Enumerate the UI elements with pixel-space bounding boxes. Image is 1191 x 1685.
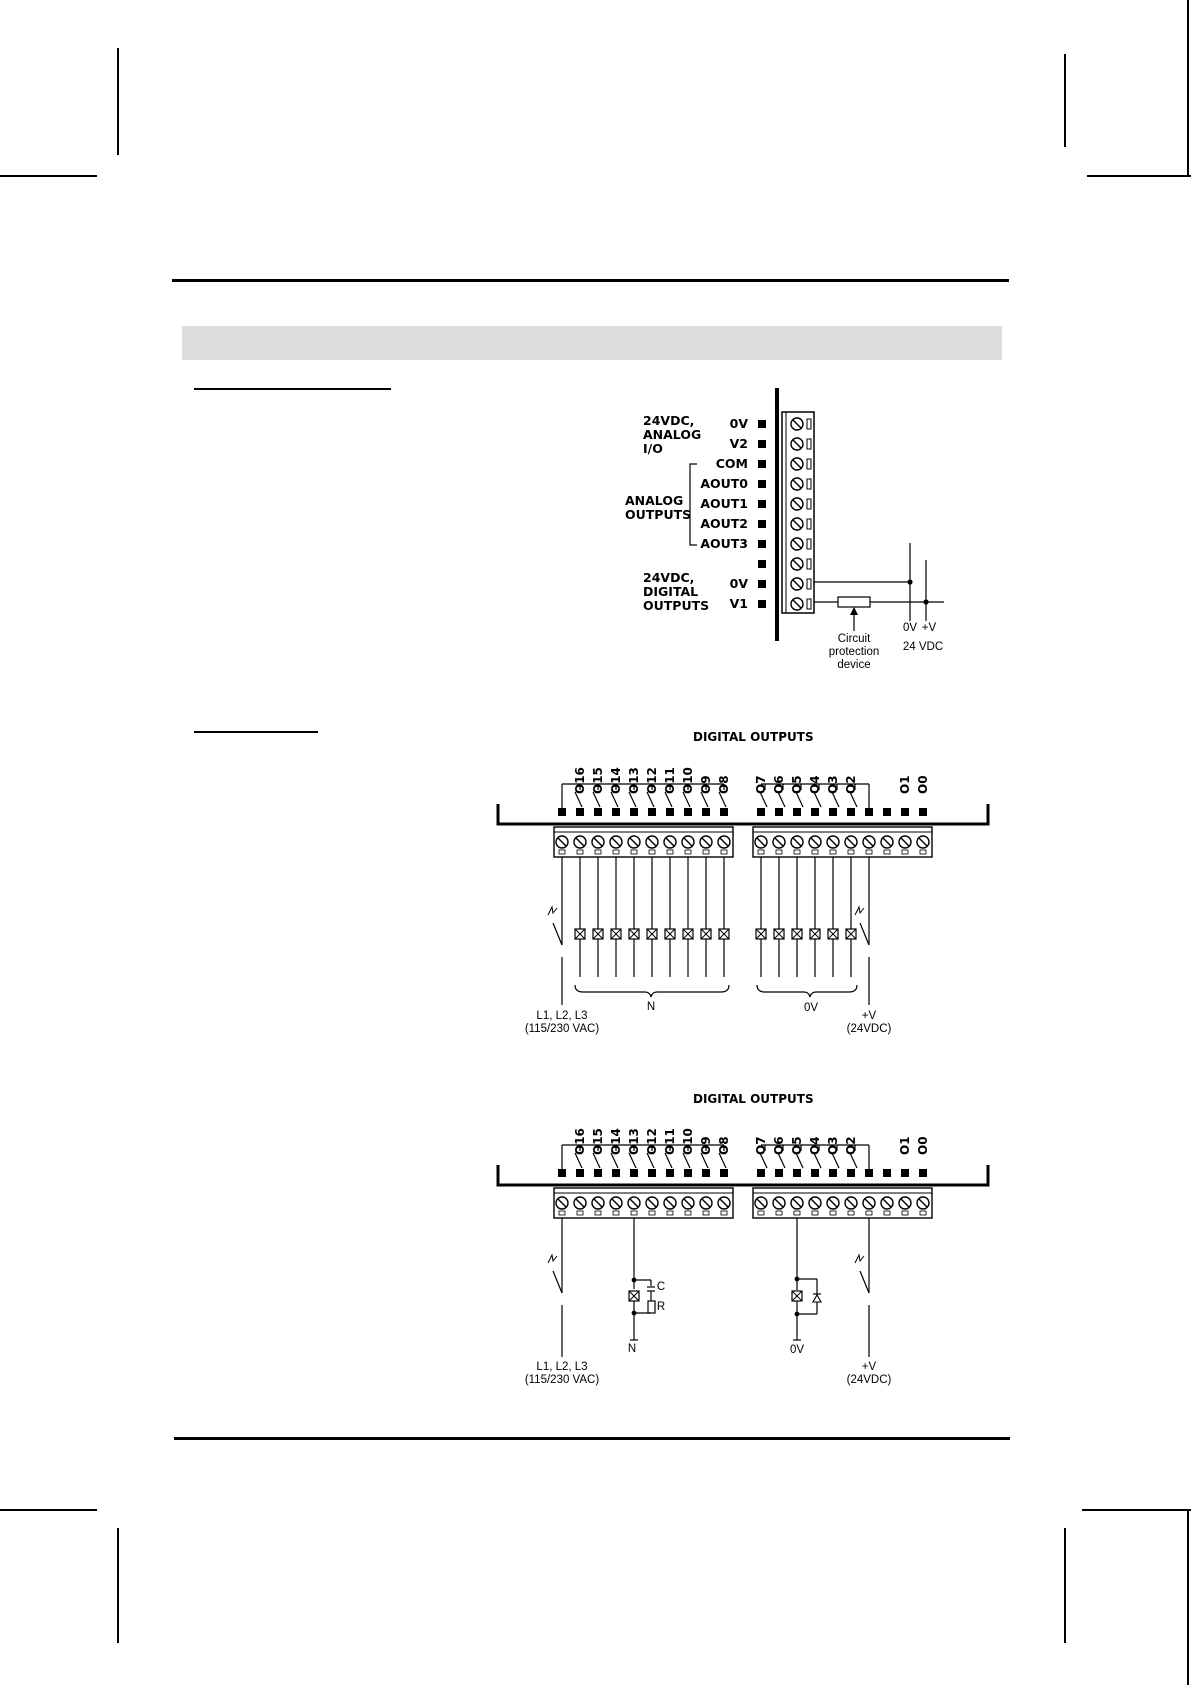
ac-supply-label: L1, L2, L3 (115/230 VAC)	[524, 1010, 600, 1035]
pin-marker	[558, 1169, 566, 1177]
supply-plus-v-label: +V	[921, 622, 937, 634]
pin-marker	[811, 1169, 819, 1177]
output-label: O0	[916, 775, 930, 794]
output-label: O11	[663, 1128, 677, 1155]
neutral-label: N	[646, 1001, 656, 1013]
circuit-protection-note: Circuit protection device	[828, 633, 880, 671]
pin-marker	[757, 1169, 765, 1177]
output-label: O13	[627, 1128, 641, 1155]
output-label: O11	[663, 767, 677, 794]
output-label: O14	[609, 767, 623, 794]
output-label: O12	[645, 767, 659, 794]
pin-marker	[829, 1169, 837, 1177]
dc-supply-label: +V (24VDC)	[846, 1361, 892, 1386]
pin-label: 0V	[729, 576, 748, 591]
pin-label: V2	[729, 436, 748, 451]
crop-mark	[1064, 1528, 1066, 1643]
pin-marker	[919, 1169, 927, 1177]
zero-v-label: 0V	[789, 1344, 805, 1356]
ac-supply-label: L1, L2, L3 (115/230 VAC)	[524, 1361, 600, 1386]
pin-marker	[684, 1169, 692, 1177]
output-label: O3	[826, 1136, 840, 1155]
pin-marker	[666, 1169, 674, 1177]
output-label: O10	[681, 767, 695, 794]
group-label-analog-outputs: ANALOG OUTPUTS	[625, 493, 692, 522]
pin-marker	[594, 1169, 602, 1177]
pin-marker	[576, 1169, 584, 1177]
pin-marker	[901, 1169, 909, 1177]
switch-arrow	[855, 1255, 864, 1263]
output-label: O2	[844, 775, 858, 794]
output-label: O8	[717, 775, 731, 794]
pin-label: AOUT1	[700, 496, 748, 511]
neutral-label: N	[627, 1343, 637, 1355]
pin-marker	[612, 1169, 620, 1177]
pin-marker	[793, 1169, 801, 1177]
output-label: O5	[790, 775, 804, 794]
output-label: O1	[898, 775, 912, 794]
output-label: O5	[790, 1136, 804, 1155]
resistor-label: R	[656, 1301, 666, 1313]
pin-marker	[702, 1169, 710, 1177]
switch-arrow	[548, 1255, 557, 1263]
output-label: O10	[681, 1128, 695, 1155]
output-label: O16	[573, 767, 587, 794]
pin-label: V1	[729, 596, 748, 611]
pin-marker	[630, 1169, 638, 1177]
switch	[860, 1271, 869, 1293]
zero-v-label: 0V	[803, 1002, 819, 1014]
pin-marker	[720, 1169, 728, 1177]
output-label: O6	[772, 775, 786, 794]
pin-marker	[648, 1169, 656, 1177]
crop-mark	[0, 1509, 97, 1511]
enclosure-edge	[498, 1165, 988, 1185]
crop-mark	[117, 1528, 119, 1643]
output-label: O4	[808, 1136, 822, 1155]
pin-label: AOUT0	[700, 476, 748, 491]
pin-marker	[775, 1169, 783, 1177]
output-label: O9	[699, 775, 713, 794]
output-label: O16	[573, 1128, 587, 1155]
resistor	[648, 1301, 655, 1313]
footer-rule	[174, 1437, 1010, 1440]
output-label: O12	[645, 1128, 659, 1155]
pin-label: COM	[715, 456, 748, 471]
diagram-title: DIGITAL OUTPUTS	[693, 730, 814, 744]
output-label: O14	[609, 1128, 623, 1155]
diagram-title: DIGITAL OUTPUTS	[693, 1092, 814, 1106]
output-label: O15	[591, 767, 605, 794]
output-label: O7	[754, 775, 768, 794]
output-label: O13	[627, 767, 641, 794]
crop-mark	[1082, 1509, 1191, 1511]
output-label: O1	[898, 1136, 912, 1155]
output-label: O3	[826, 775, 840, 794]
flyback-diode	[813, 1295, 821, 1302]
output-label: O6	[772, 1136, 786, 1155]
output-label: O2	[844, 1136, 858, 1155]
output-label: O15	[591, 1128, 605, 1155]
pin-label: AOUT3	[700, 536, 748, 551]
pin-marker	[883, 1169, 891, 1177]
supply-voltage-label: 24 VDC	[902, 641, 944, 653]
output-label: O9	[699, 1136, 713, 1155]
supply-0v-label: 0V	[902, 622, 918, 634]
pin-marker	[847, 1169, 855, 1177]
pin-label: AOUT2	[700, 516, 748, 531]
output-label: O4	[808, 775, 822, 794]
group-label-analog-io: 24VDC, ANALOG I/O	[643, 413, 702, 456]
pin-marker	[865, 1169, 873, 1177]
switch	[553, 1271, 562, 1293]
output-label: O8	[717, 1136, 731, 1155]
crop-mark	[1187, 1509, 1189, 1685]
output-label: O0	[916, 1136, 930, 1155]
pin-label: 0V	[729, 416, 748, 431]
group-label-digital-outputs: 24VDC, DIGITAL OUTPUTS	[643, 570, 710, 613]
capacitor-label: C	[656, 1281, 666, 1293]
output-label: O7	[754, 1136, 768, 1155]
dc-supply-label: +V (24VDC)	[846, 1010, 892, 1035]
